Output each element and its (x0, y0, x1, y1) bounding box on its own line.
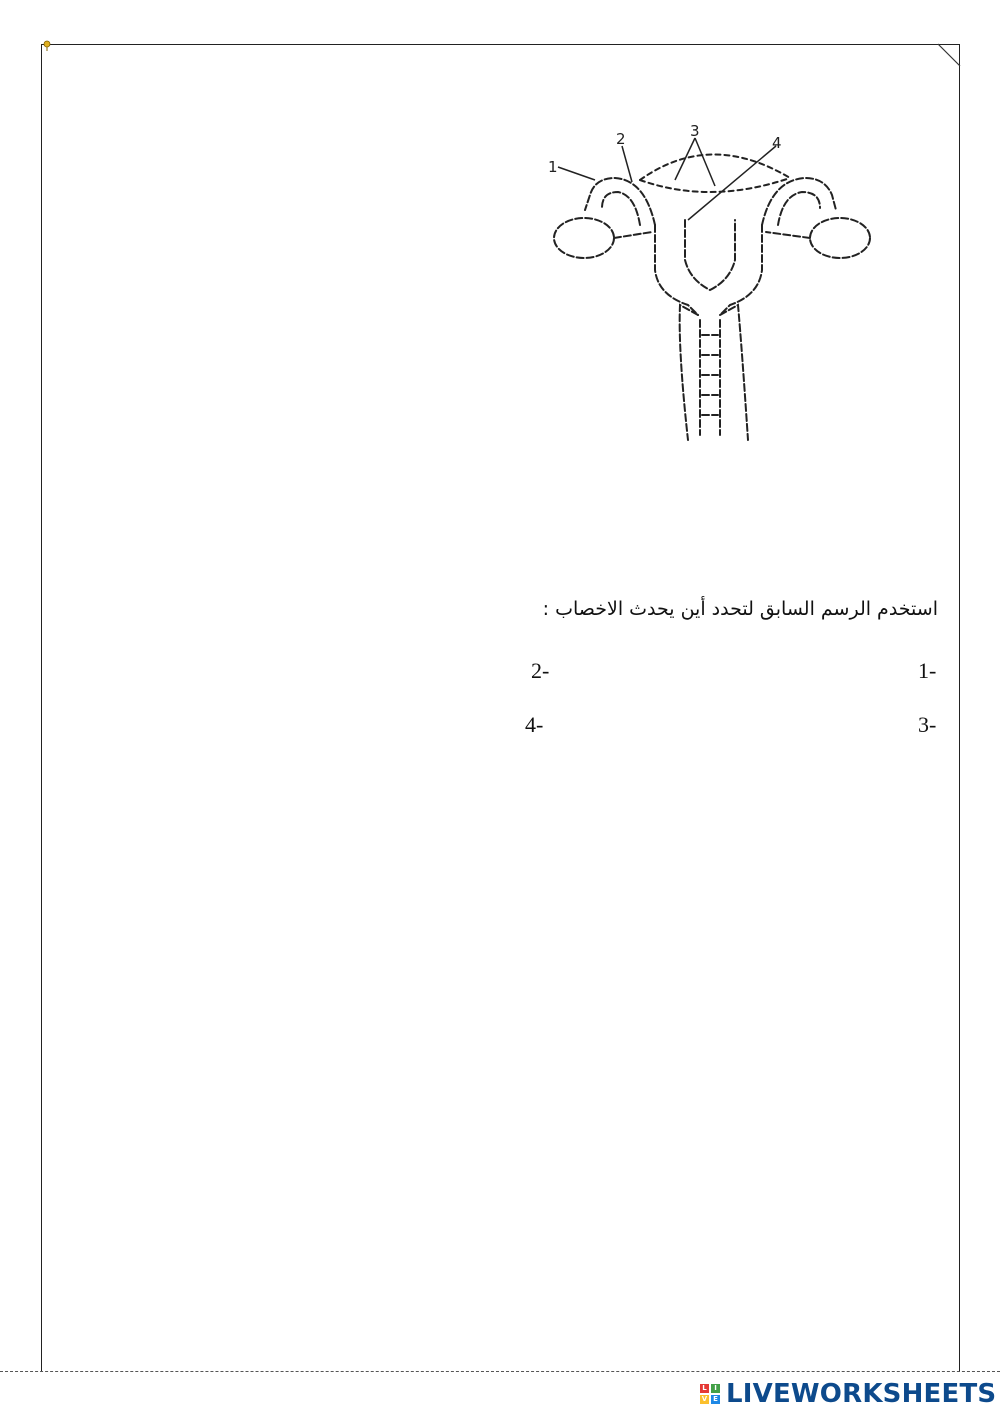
logo-letter-v: V (701, 1395, 708, 1403)
page-corner-fold-icon (936, 42, 962, 68)
pin-icon (43, 40, 51, 52)
brand-name: LIVEWORKSHEETS (726, 1379, 997, 1409)
answer-field-3[interactable]: 3- (918, 712, 937, 737)
female-reproductive-system-diagram (540, 120, 880, 450)
diagram-label-4: 4 (772, 134, 782, 152)
logo-letter-e: E (711, 1395, 720, 1404)
logo-letter-i: I (711, 1384, 720, 1393)
diagram-label-3: 3 (690, 122, 700, 140)
liveworksheets-brand (700, 1378, 996, 1410)
bottom-divider (0, 1371, 1000, 1372)
answer-field-4[interactable]: 4- (525, 712, 544, 737)
answer-field-2[interactable]: 2- (531, 658, 550, 683)
question-text: استخدم الرسم السابق لتحدد أين يحدث الاخصاب : (542, 598, 938, 620)
logo-letter-l: L (700, 1384, 709, 1393)
diagram-label-1: 1 (548, 158, 558, 176)
diagram-label-2: 2 (616, 130, 626, 148)
liveworksheets-logo-icon (700, 1384, 720, 1404)
answer-field-1[interactable]: 1- (918, 658, 937, 683)
